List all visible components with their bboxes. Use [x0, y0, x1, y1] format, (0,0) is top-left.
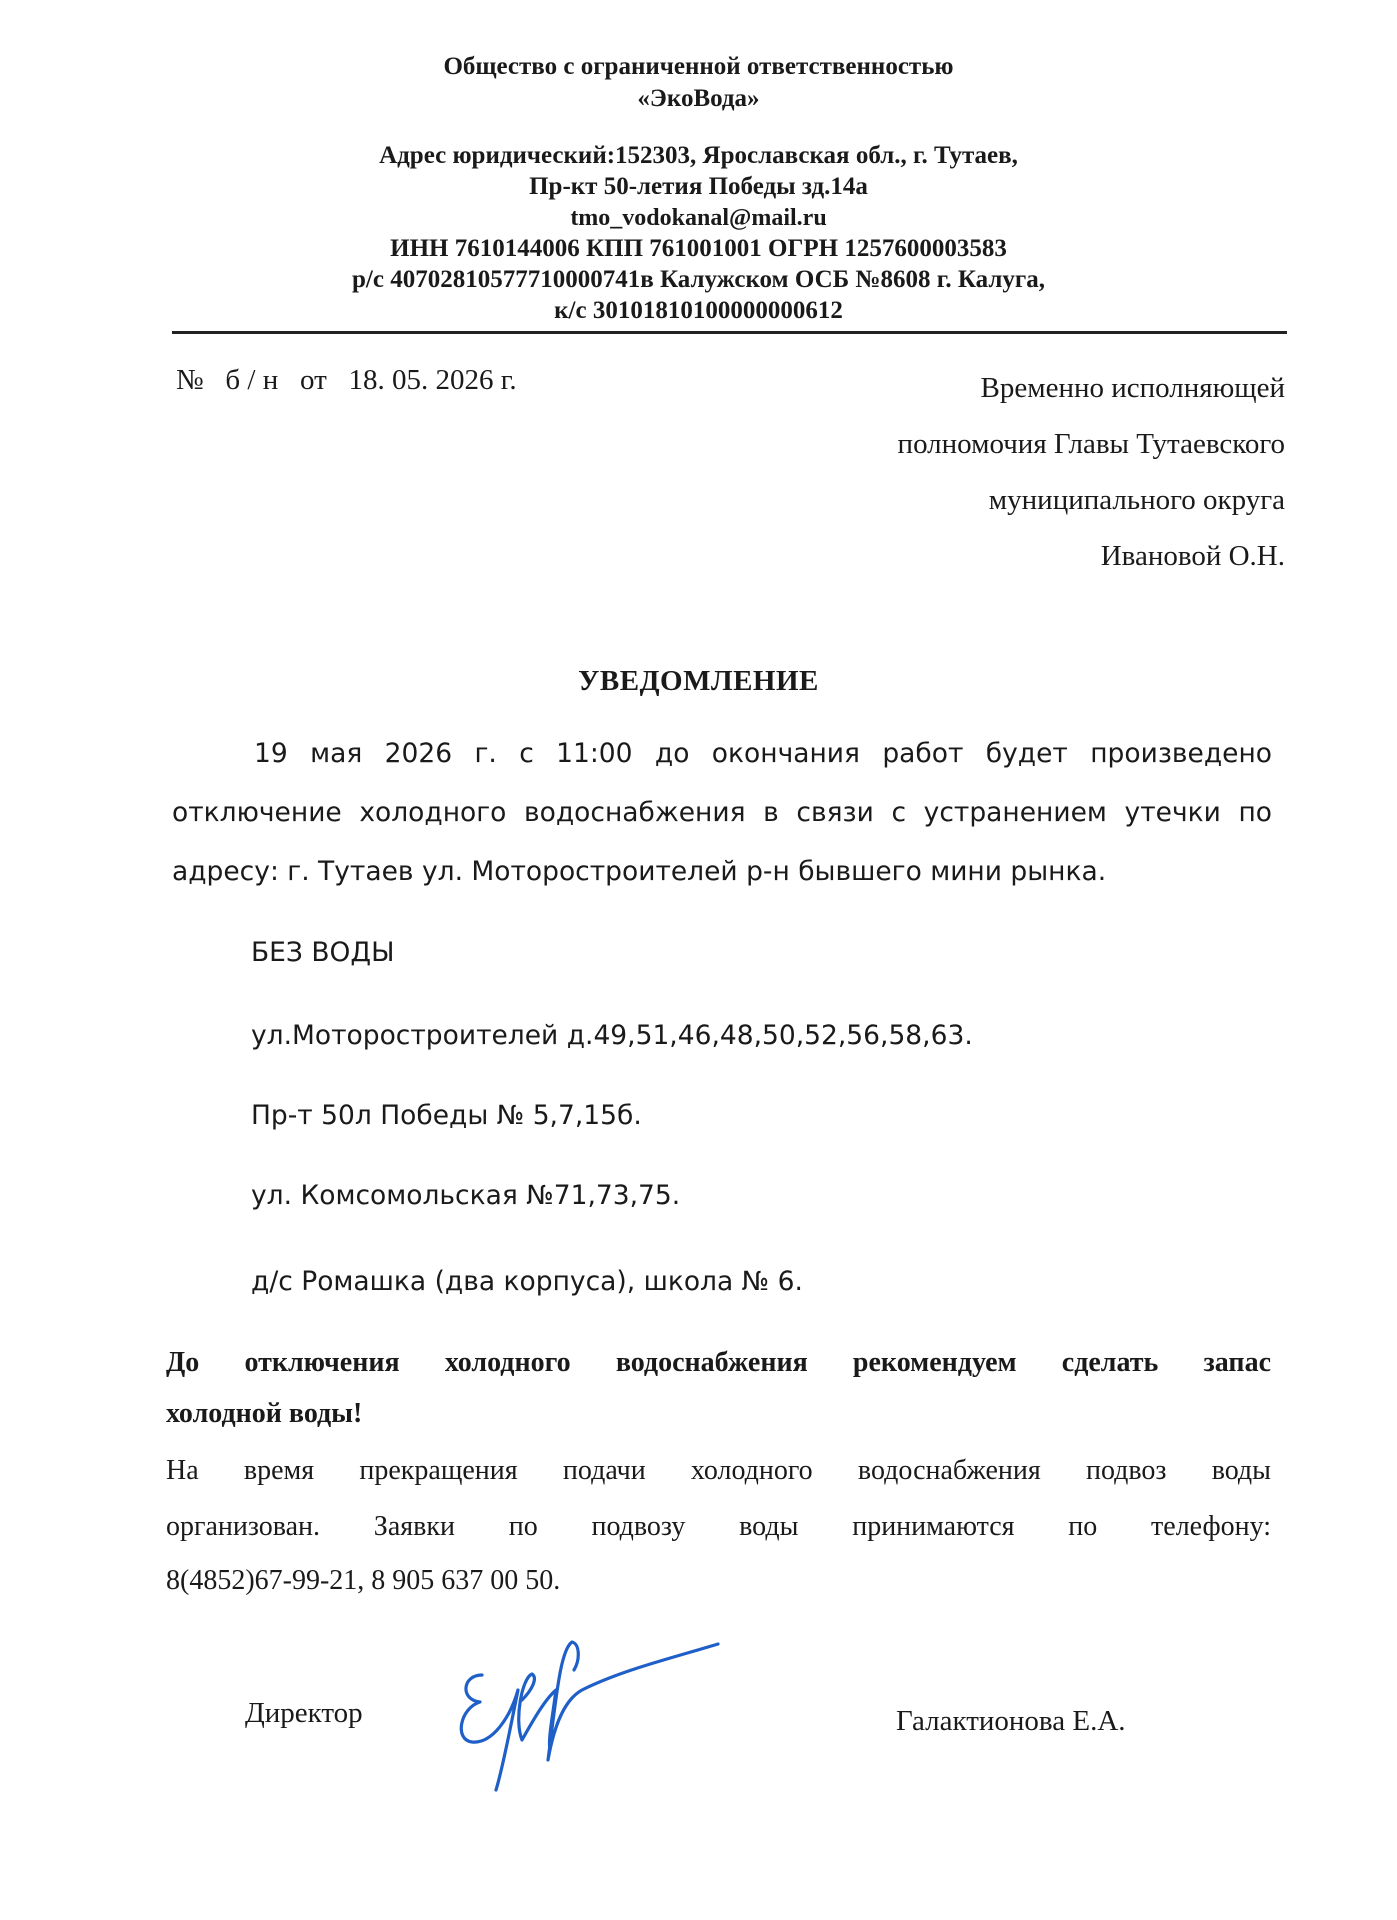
outage-heading: БЕЗ ВОДЫ	[251, 937, 395, 968]
outage-item: ул. Комсомольская №71,73,75.	[251, 1180, 681, 1211]
delivery-line-2: организован. Заявки по подвозу воды принимаются по телефону:	[166, 1511, 1271, 1542]
signatory-role: Директор	[245, 1697, 363, 1729]
delivery-line-1: На время прекращения подачи холодного водоснабжения подвоз воды	[166, 1455, 1271, 1486]
addressee-line-2: полномочия Главы Тутаевского	[897, 428, 1285, 460]
header-line-org-name: «ЭкоВода»	[637, 85, 760, 112]
signatory-name: Галактионова Е.А.	[896, 1705, 1126, 1737]
header-line-legal-address: Адрес юридический:152303, Ярославская обл., г. Тутаев,	[379, 142, 1018, 169]
signature-stroke	[461, 1642, 718, 1790]
header-line-org-type: Общество с ограниченной ответственностью	[443, 53, 954, 80]
recommendation-line-2: холодной воды!	[166, 1398, 363, 1429]
document-reference: № б / н от 18. 05. 2026 г.	[176, 364, 517, 396]
document-title: УВЕДОМЛЕНИЕ	[578, 665, 819, 697]
notice-line-3: адресу: г. Тутаев ул. Моторостроителей р-н бывшего мини рынка.	[172, 856, 1107, 887]
addressee-line-3: муниципального округа	[988, 484, 1285, 516]
outage-item: Пр-т 50л Победы № 5,7,15б.	[251, 1100, 642, 1131]
outage-item: ул.Моторостроителей д.49,51,46,48,50,52,56,58,63.	[251, 1020, 973, 1051]
header-line-tax-ids: ИНН 7610144006 КПП 761001001 ОГРН 1257600003583	[390, 235, 1007, 262]
header-line-email: tmo_vodokanal@mail.ru	[570, 205, 827, 231]
header-line-street: Пр-кт 50-летия Победы зд.14а	[529, 173, 868, 200]
delivery-line-phones: 8(4852)67-99-21, 8 905 637 00 50.	[166, 1565, 561, 1596]
header-divider	[172, 331, 1287, 334]
outage-item: д/с Ромашка (два корпуса), школа № 6.	[251, 1266, 803, 1297]
handwritten-signature	[452, 1630, 742, 1800]
header-line-bank-account: р/с 40702810577710000741в Калужском ОСБ №8608 г. Калуга,	[352, 266, 1045, 293]
recommendation-line-1: До отключения холодного водоснабжения рекомендуем сделать запас	[166, 1347, 1271, 1378]
notice-line-2: отключение холодного водоснабжения в связи с устранением утечки по	[172, 797, 1272, 828]
notice-line-1: 19 мая 2026 г. с 11:00 до окончания работ будет произведено	[254, 738, 1272, 769]
addressee-line-1: Временно исполняющей	[980, 372, 1285, 404]
addressee-name: Ивановой О.Н.	[1100, 540, 1285, 572]
header-line-corr-account: к/с 30101810100000000612	[554, 297, 843, 324]
